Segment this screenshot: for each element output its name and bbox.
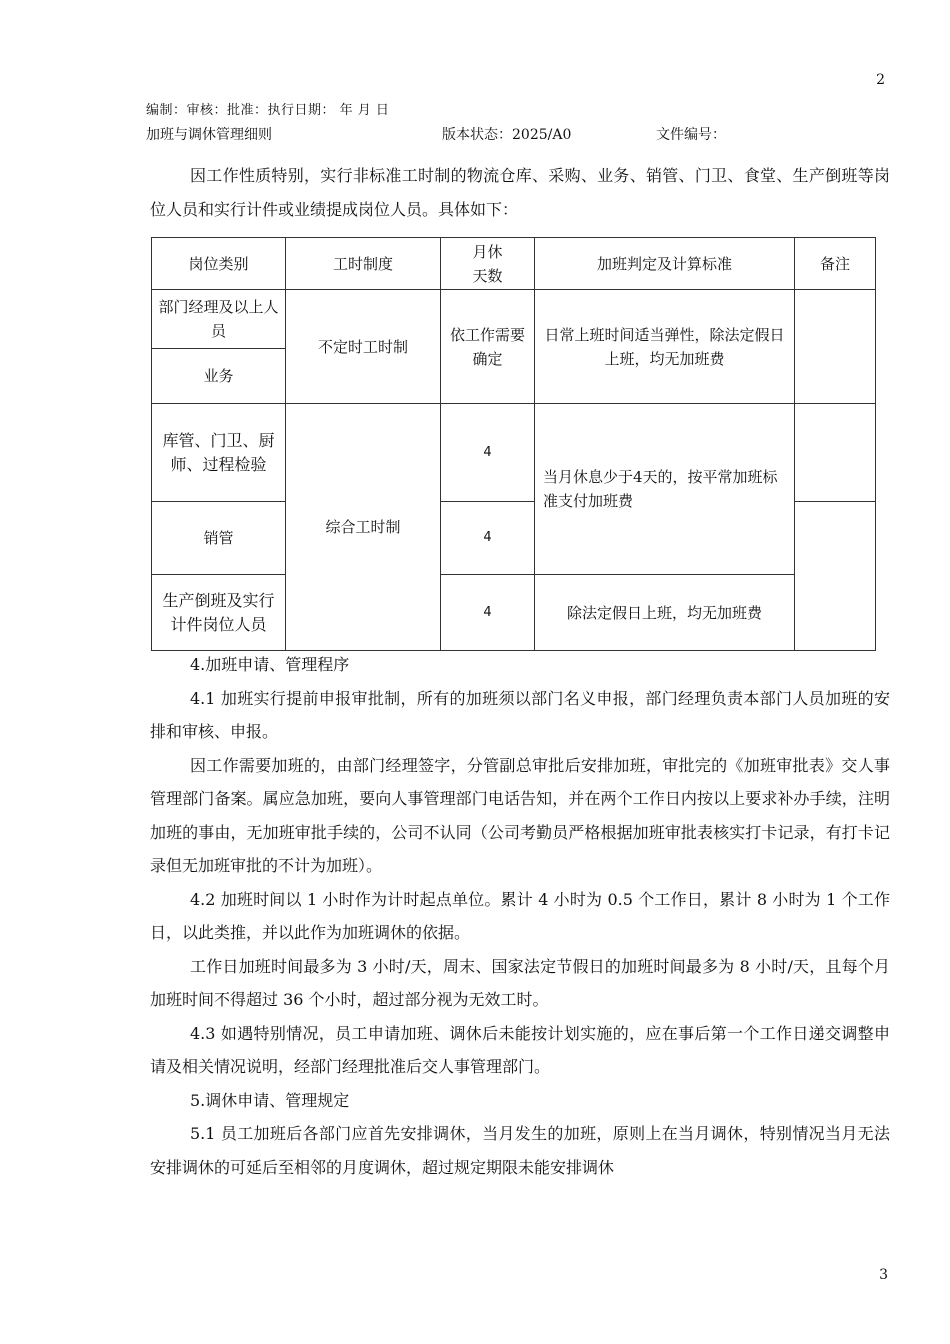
cell-post: 部门经理及以上人员 <box>152 290 286 349</box>
table-row <box>152 575 876 651</box>
cell-remarks <box>795 404 876 502</box>
table-row <box>152 290 876 349</box>
paragraph-5-1: 5.1 员工加班后各部门应首先安排调休，当月发生的加班，原则上在当月调休，特别情况当月无法安排调休的可延后至相邻的月度调休，超过规定期限未能安排调休 <box>150 1124 890 1177</box>
paragraph-4-1: 4.1 加班实行提前申报审批制，所有的加班须以部门名义申报，部门经理负责本部门人员加班的安排和审核、申报。 <box>150 688 890 741</box>
cell-monthly-rest: 4 <box>441 502 535 575</box>
paragraph-4-2: 4.2 加班时间以 1 小时作为计时起点单位。累计 4 小时为 0.5 个工作日，累计 8 小时为 1 个工作日，以此类推，并以此作为加班调休的依据。 <box>150 889 890 942</box>
table-header-row <box>152 238 876 290</box>
post-standards-table <box>151 237 876 651</box>
cell-work-system: 不定时工时制 <box>286 290 441 404</box>
cell-overtime-rule: 除法定假日上班，均无加班费 <box>535 575 795 651</box>
cell-post: 业务 <box>152 349 286 404</box>
table-row <box>152 404 876 502</box>
paragraph-4-1b: 因工作需要加班的，由部门经理签字，分管副总审批后安排加班，审批完的《加班审批表》交人事管理部门备案。属应急加班，要向人事管理部门电话告知，并在两个工作日内按以上要求补办手续，注明加班的事由，无加班审批手续的，公司不认同（公司考勤员严格根据加班审批表核实打卡记录，有打卡记录但无加班审批的不计为加班）。 <box>150 755 890 875</box>
approval-line: 编制：审核：批准：执行日期： 年 月 日 <box>146 103 390 118</box>
paragraph-4-2b: 工作日加班时间最多为 3 小时/天，周末、国家法定节假日的加班时间最多为 8 小时/天，且每个月加班时间不得超过 36 个小时，超过部分视为无效工时。 <box>150 956 890 1009</box>
header-monthly-rest: 月休天数 <box>441 238 535 290</box>
section-5-title: 5.调休申请、管理规定 <box>190 1090 350 1110</box>
cell-remarks <box>795 290 876 404</box>
cell-monthly-rest: 4 <box>441 404 535 502</box>
page-number-bottom: 3 <box>879 1267 888 1283</box>
cell-monthly-rest: 4 <box>441 575 535 651</box>
intro-paragraph: 因工作性质特别，实行非标准工时制的物流仓库、采购、业务、销管、门卫、食堂、生产倒班等岗位人员和实行计件或业绩提成岗位人员。具体如下： <box>150 166 890 219</box>
cell-post: 库管、门卫、厨师、过程检验 <box>152 404 286 502</box>
cell-work-system: 综合工时制 <box>286 404 441 651</box>
header-overtime-rule: 加班判定及计算标准 <box>535 238 795 290</box>
document-header <box>146 124 806 144</box>
cell-overtime-rule: 日常上班时间适当弹性，除法定假日上班，均无加班费 <box>535 290 795 404</box>
cell-remarks <box>795 502 876 651</box>
cell-monthly-rest: 依工作需要确定 <box>441 290 535 404</box>
paragraph-4-3: 4.3 如遇特别情况，员工申请加班、调休后未能按计划实施的，应在事后第一个工作日递交调整申请及相关情况说明，经部门经理批准后交人事管理部门。 <box>150 1023 890 1076</box>
document-title: 加班与调休管理细则 <box>146 127 272 143</box>
page-number-top: 2 <box>876 72 885 88</box>
header-post-type: 岗位类别 <box>152 238 286 290</box>
section-4-title: 4.加班申请、管理程序 <box>190 655 350 674</box>
cell-post: 生产倒班及实行计件岗位人员 <box>152 575 286 651</box>
version-status: 版本状态：2025/A0 <box>442 127 572 143</box>
body-sections <box>150 648 890 1184</box>
header-remarks: 备注 <box>795 238 876 290</box>
header-work-system: 工时制度 <box>286 238 441 290</box>
file-number: 文件编号： <box>656 127 726 143</box>
cell-overtime-rule: 当月休息少于4天的，按平常加班标准支付加班费 <box>535 404 795 575</box>
cell-post: 销管 <box>152 502 286 575</box>
